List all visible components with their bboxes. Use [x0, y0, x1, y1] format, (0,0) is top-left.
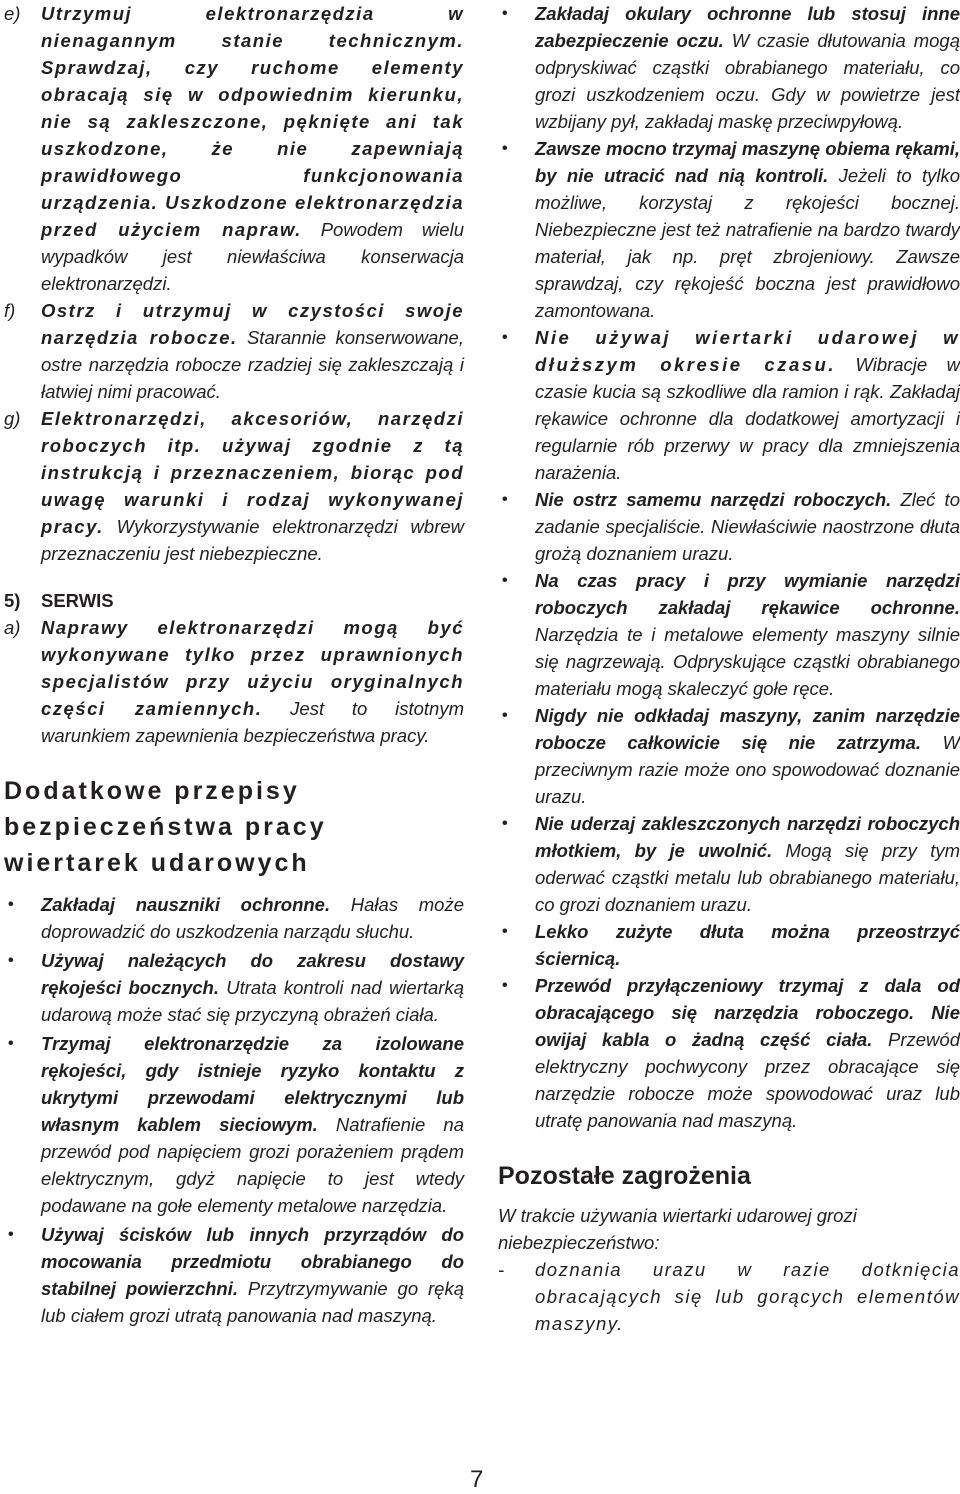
list-item-g — [4, 405, 464, 567]
item-bold-text: Przewód przyłączeniowy trzymaj z dala od obracającego się narzędzia roboczego. Nie owijaj kabla o żadną część ciała. — [535, 975, 960, 1050]
bullet-marker: • — [8, 952, 14, 969]
bullet-marker: • — [502, 923, 508, 940]
item-text: Jeżeli to tylko możliwe, korzystaj z rękojeści bocznej. Niebezpieczne jest też natrafienie na bardzo twardy materiał, jak np. pręt zbrojeniowy. Zawsze sprawdzaj, czy rękojeść boczna jest prawidłowo zamontowana. — [535, 165, 960, 321]
item-bold-text: Nie uderzaj zakleszczonych narzędzi roboczych młotkiem, by je uwolnić. — [535, 813, 960, 861]
bullet-item — [498, 324, 960, 486]
bullet-item — [498, 0, 960, 135]
list-item-e — [4, 0, 464, 297]
item-text: Wibracje w czasie kucia są szkodliwe dla ramion i rąk. Zakładaj rękawice ochronne dla dodatkowej amortyzacji i regularnie rób przerwy w pracy dla zmniejszenia narażenia. — [535, 354, 960, 483]
bullet-item — [498, 918, 960, 972]
item-text: Narzędzia te i metalowe elementy maszyny silnie się nagrzewają. Odpryskujące cząstki obrabianego materiału mogą skaleczyć gołe ręce. — [535, 624, 960, 699]
item-bold-text: Nie używaj wiertarki udarowej w dłuższym okresie czasu. — [535, 327, 960, 375]
item-bold-text: Na czas pracy i przy wymianie narzędzi roboczych zakładaj rękawice ochronne. — [535, 570, 960, 618]
bullet-item — [498, 486, 960, 567]
item-text: Jest to istotnym warunkiem zapewnienia bezpieczeństwa pracy. — [41, 698, 464, 746]
heading-residual-risks: Pozostałe zagrożenia — [498, 1162, 751, 1190]
item-text: Przytrzymywanie go ręką lub ciałem grozi utratą panowania nad maszyną. — [41, 1278, 464, 1326]
item-bold-text: Trzymaj elektronarzędzie za izolowane rękojeści, gdy istnieje ryzyko kontaktu z ukrytymi przewodami elektrycznymi lub własnym kablem sieciowym. — [41, 1033, 464, 1135]
item-marker: e) — [4, 3, 21, 24]
item-text: Hałas może doprowadzić do uszkodzenia narządu słuchu. — [41, 894, 464, 942]
item-bold-text: Naprawy elektronarzędzi mogą być wykonywane tylko przez uprawnionych specjalistów przy użyciu oryginalnych części zamiennych. — [41, 617, 464, 719]
bullet-marker: • — [8, 1035, 14, 1052]
bullet-marker: • — [502, 491, 508, 508]
item-text: W przeciwnym razie może ono spowodować doznanie urazu. — [535, 732, 960, 807]
right-column — [498, 0, 960, 1337]
bullet-item — [4, 947, 464, 1028]
bullet-item — [4, 891, 464, 945]
item-text: Mogą się przy tym oderwać cząstki metalu lub obrabianego materiału, co grozi doznaniem urazu. — [535, 840, 960, 915]
bullet-item — [498, 810, 960, 918]
bullet-item — [4, 1221, 464, 1329]
item-bold-text: Utrzymuj elektronarzędzia w nienagannym stanie technicznym. Sprawdzaj, czy ruchome elementy obracają się w odpowiednim kierunku, nie są zakleszczone, pęknięte ani tak uszkodzone, że nie zapewniają prawidłowego funkcjonowania urządzenia. Uszkodzone elektronarzędzia przed użyciem napraw. — [41, 3, 464, 240]
item-text: Zleć to zadanie specjaliście. Niewłaściwie naostrzone dłuta grożą doznaniem urazu. — [535, 489, 960, 564]
left-column — [4, 0, 464, 1329]
item-bold-text: Zakładaj okulary ochronne lub stosuj inne zabezpieczenie oczu. — [535, 3, 960, 51]
bullet-marker: • — [502, 5, 508, 22]
list-item-f — [4, 297, 464, 405]
section-number: 5) — [4, 590, 21, 611]
dash-item — [498, 1256, 960, 1337]
item-bold-text: Elektronarzędzi, akcesoriów, narzędzi roboczych itp. używaj zgodnie z tą instrukcją i przeznaczeniem, biorąc pod uwagę warunki i rodzaj wykonywanej pracy. — [41, 408, 464, 537]
bullet-marker: • — [502, 815, 508, 832]
item-bold-text: Zawsze mocno trzymaj maszynę obiema rękami, by nie utracić nad nią kontroli. — [535, 138, 960, 186]
residual-intro: W trakcie używania wiertarki udarowej grozi niebezpieczeństwo: — [498, 1205, 857, 1253]
bullet-marker: • — [502, 707, 508, 724]
dash-marker: - — [498, 1259, 505, 1280]
bullet-item — [498, 972, 960, 1134]
bullet-marker: • — [502, 572, 508, 589]
item-bold-text: Nie ostrz samemu narzędzi roboczych. — [535, 489, 892, 510]
item-text: Starannie konserwowane, ostre narzędzia robocze rzadziej się zakleszczają i łatwiej nimi pracować. — [41, 327, 464, 402]
item-bold-text: Lekko zużyte dłuta można przeostrzyć ściernicą. — [535, 921, 960, 969]
item-text: Natrafienie na przewód pod napięciem grozi porażeniem prądem elektrycznym, gdyż napięcie to jest wtedy podawane na gołe elementy metalowe narzędzia. — [41, 1114, 464, 1216]
item-marker: f) — [4, 300, 16, 321]
item-bold-text: Nigdy nie odkładaj maszyny, zanim narzędzie robocze całkowicie się nie zatrzyma. — [535, 705, 960, 753]
section-heading-serwis — [4, 587, 464, 614]
item-marker: g) — [4, 408, 21, 429]
bullet-item — [4, 1030, 464, 1219]
page-number: 7 — [470, 1466, 484, 1493]
bullet-marker: • — [502, 977, 508, 994]
bullet-marker: • — [502, 140, 508, 157]
item-marker: a) — [4, 617, 21, 638]
heading-additional-rules: Dodatkowe przepisy bezpieczeństwa pracy wiertarek udarowych — [4, 777, 327, 877]
item-text: Wykorzystywanie elektronarzędzi wbrew przeznaczeniu jest niebezpieczne. — [41, 516, 464, 564]
item-text: W czasie dłutowania mogą odpryskiwać cząstki obrabianego materiału, co grozi uszkodzeniem oczu. Gdy w powietrze jest wzbijany pył, zakładaj maskę przeciwpyłową. — [535, 30, 960, 132]
bullet-item — [498, 135, 960, 324]
bullet-marker: • — [8, 896, 14, 913]
item-text: Utrata kontroli nad wiertarką udarową może stać się przyczyną obrażeń ciała. — [41, 977, 464, 1025]
bullet-item — [498, 567, 960, 702]
bullet-marker: • — [8, 1226, 14, 1243]
bullet-item — [498, 702, 960, 810]
item-bold-text: Używaj ścisków lub innych przyrządów do mocowania przedmiotu obrabianego do stabilnej powierzchni. — [41, 1224, 464, 1299]
item-bold-text: Zakładaj nauszniki ochronne. — [41, 894, 331, 915]
item-text: Powodem wielu wypadków jest niewłaściwa konserwacja elektronarzędzi. — [41, 219, 464, 294]
bullet-marker: • — [502, 329, 508, 346]
list-item-a — [4, 614, 464, 749]
item-text: Przewód elektryczny pochwycony przez obracające się narzędzie robocze może spowodować uraz lub utratę panowania nad maszyną. — [535, 1029, 960, 1131]
section-title: SERWIS — [41, 590, 114, 611]
item-bold-text: Ostrz i utrzymuj w czystości swoje narzędzia robocze. — [41, 300, 464, 348]
item-text: doznania urazu w razie dotknięcia obracających się lub gorących elementów maszyny. — [535, 1259, 960, 1334]
item-bold-text: Używaj należących do zakresu dostawy rękojeści bocznych. — [41, 950, 464, 998]
